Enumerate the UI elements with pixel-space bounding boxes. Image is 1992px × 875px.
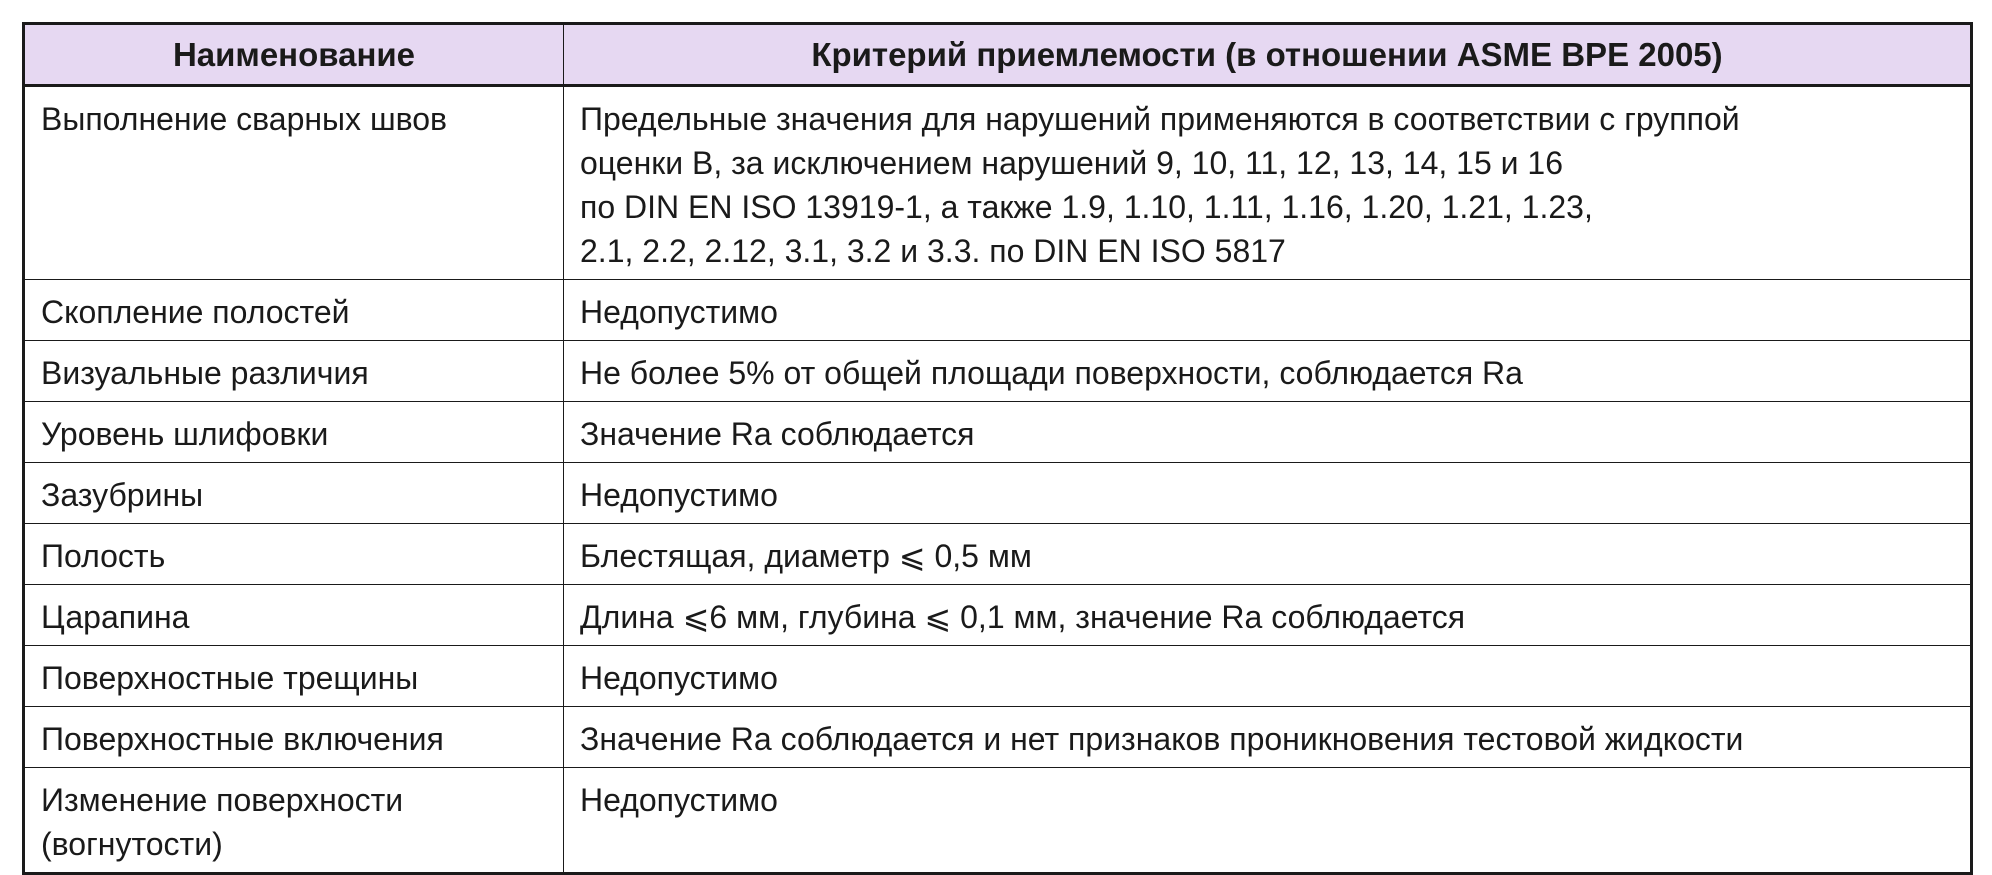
row-name: Поверхностные включения <box>24 707 564 768</box>
name-line: Изменение поверхности <box>41 782 404 818</box>
row-criterion <box>564 86 1972 280</box>
table-row <box>24 585 1972 646</box>
row-name: Полость <box>24 524 564 585</box>
row-name: Поверхностные трещины <box>24 646 564 707</box>
table-row <box>24 707 1972 768</box>
criterion-line: оценки В, за исключением нарушений 9, 10, 11, 12, 13, 14, 15 и 16 <box>580 145 1563 181</box>
row-name <box>24 768 564 874</box>
table-row <box>24 86 1972 280</box>
acceptance-criteria-table <box>22 22 1973 875</box>
criterion-line: 2.1, 2.2, 2.12, 3.1, 3.2 и 3.3. по DIN EN ISO 5817 <box>580 233 1286 269</box>
table-row <box>24 768 1972 874</box>
name-line: (вогнутости) <box>41 826 223 862</box>
table-row <box>24 463 1972 524</box>
row-name: Визуальные различия <box>24 341 564 402</box>
row-criterion: Длина ⩽6 мм, глубина ⩽ 0,1 мм, значение Ra соблюдается <box>564 585 1972 646</box>
table-row <box>24 524 1972 585</box>
row-name: Зазубрины <box>24 463 564 524</box>
row-name: Выполнение сварных швов <box>24 86 564 280</box>
row-criterion: Блестящая, диаметр ⩽ 0,5 мм <box>564 524 1972 585</box>
header-row <box>24 24 1972 86</box>
header-name: Наименование <box>24 24 564 86</box>
criterion-line: Предельные значения для нарушений применяются в соответствии с группой <box>580 101 1740 137</box>
row-criterion: Значение Ra соблюдается <box>564 402 1972 463</box>
row-criterion: Недопустимо <box>564 646 1972 707</box>
criterion-line: по DIN EN ISO 13919-1, а также 1.9, 1.10, 1.11, 1.16, 1.20, 1.21, 1.23, <box>580 189 1593 225</box>
table-row <box>24 646 1972 707</box>
row-name: Царапина <box>24 585 564 646</box>
header-criterion: Критерий приемлемости (в отношении ASME BPE 2005) <box>564 24 1972 86</box>
row-name: Уровень шлифовки <box>24 402 564 463</box>
row-criterion: Недопустимо <box>564 280 1972 341</box>
row-name: Скопление полостей <box>24 280 564 341</box>
table-row <box>24 402 1972 463</box>
table-row <box>24 341 1972 402</box>
table-row <box>24 280 1972 341</box>
row-criterion: Недопустимо <box>564 463 1972 524</box>
row-criterion: Не более 5% от общей площади поверхности, соблюдается Ra <box>564 341 1972 402</box>
row-criterion: Значение Ra соблюдается и нет признаков проникновения тестовой жидкости <box>564 707 1972 768</box>
row-criterion: Недопустимо <box>564 768 1972 874</box>
